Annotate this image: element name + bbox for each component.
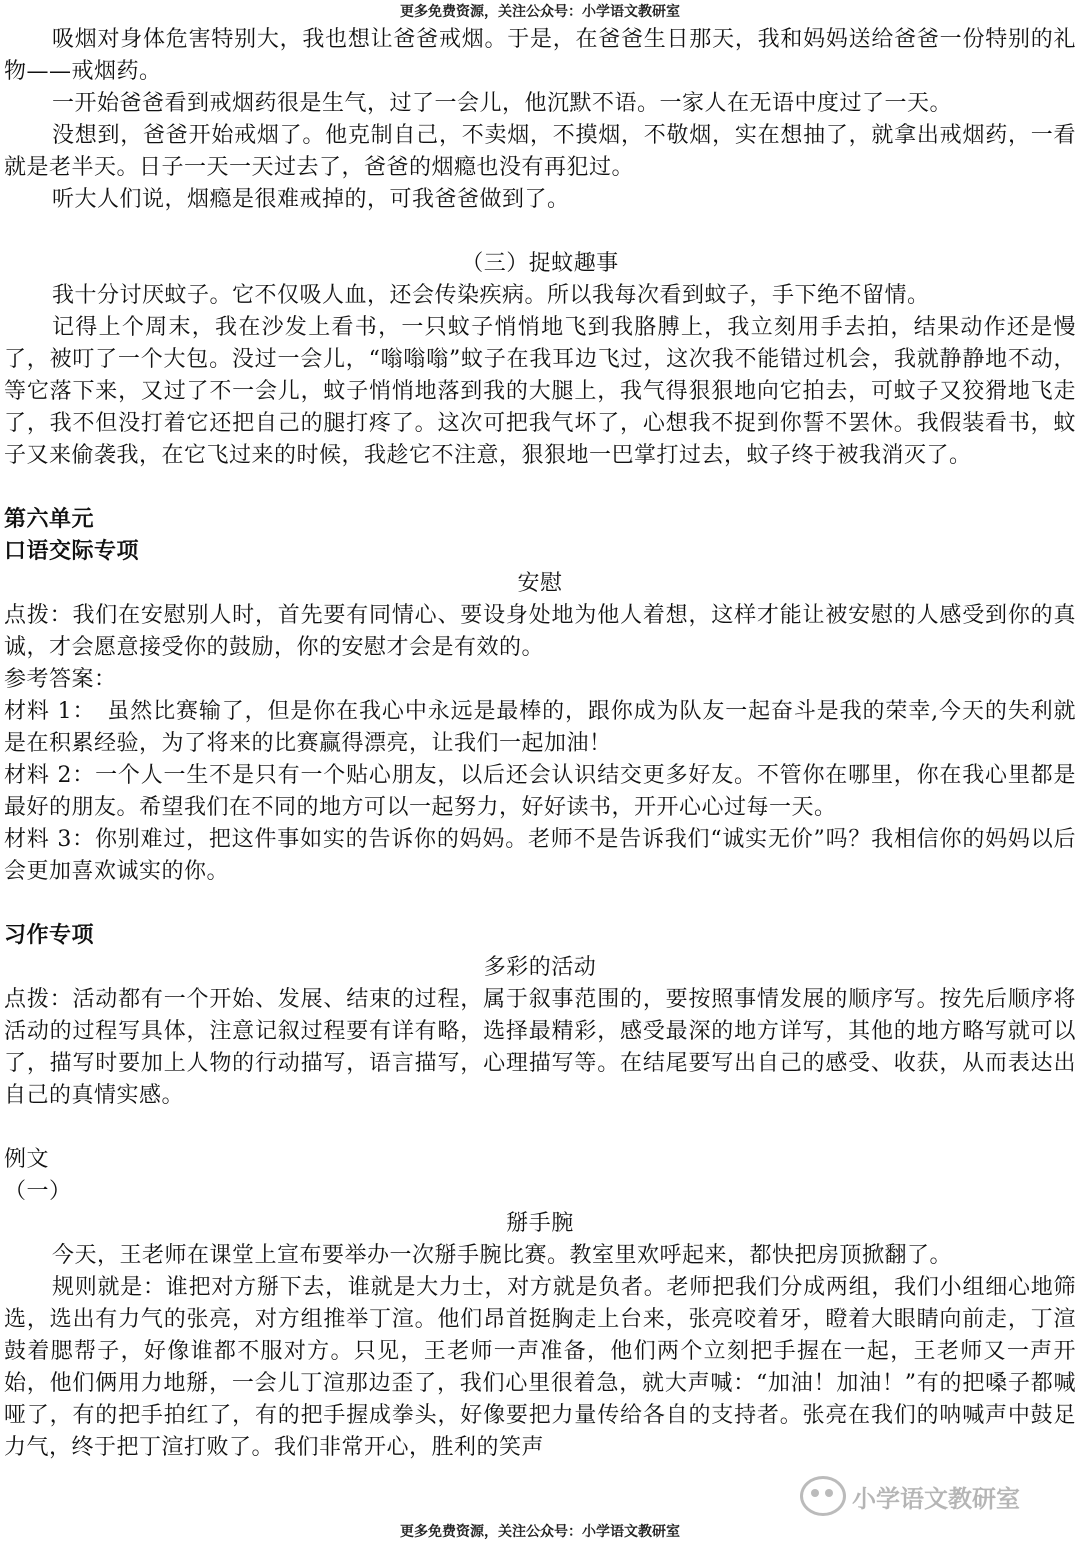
paragraph: 今天，王老师在课堂上宣布要举办一次掰手腕比赛。教室里欢呼起来，都快把房顶掀翻了。 [52,1243,953,1268]
page-footer: 更多免费资源，关注公众号：小学语文教研室 [400,1524,680,1540]
material-item: 材料 2：一个人一生不是只有一个贴心朋友，以后还会认识结交更多好友。不管你在哪里，你在我心里都是最好的朋友。希望我们在不同的地方可以一起努力，好好读书，开开心心过每一天。 [4,763,1076,820]
page-content [4,24,1076,1464]
spacer [4,888,1076,920]
paragraph: 规则就是：谁把对方掰下去，谁就是大力士，对方就是负者。老师把我们分成两组，我们小组细心地筛选，选出有力气的张亮，对方组推举丁渲。他们昂首挺胸走上台来，张亮咬着牙，瞪着大眼睛向前走，丁渲鼓着腮帮子，好像谁都不服对方。只见，王老师一声准备，他们两个立刻把手握在一起，王老师又一声开始，他们俩用力地掰，一会儿丁渲那边歪了，我们心里很着急，就大声喊：“加油！加油！”有的把嗓子都喊哑了，有的把手拍红了，有的把手握成拳头，好像要把力量传给各自的支持者。张亮在我们的呐喊声中鼓足力气，终于把丁渲打败了。我们非常开心，胜利的笑声 [4,1275,1076,1460]
watermark-text: 小学语文教研室 [852,1484,1020,1513]
paragraph: 吸烟对身体危害特别大，我也想让爸爸戒烟。于是，在爸爸生日那天，我和妈妈送给爸爸一份特别的礼物——戒烟药。 [4,27,1076,84]
watermark [800,1474,1070,1518]
example-number: （一） [4,1179,72,1204]
paragraph: 一开始爸爸看到戒烟药很是生气，过了一会儿，他沉默不语。一家人在无语中度过了一天。 [52,91,953,116]
wechat-icon [800,1476,846,1516]
paragraph: 记得上个周末，我在沙发上看书，一只蚊子悄悄地飞到我胳膊上，我立刻用手去拍，结果动作还是慢了，被叮了一个大包。没过一会儿，“嗡嗡嗡”蚊子在我耳边飞过，这次我不能错过机会，我就静静地不动，等它落下来，又过了不一会儿，蚊子悄悄地落到我的大腿上，我气得狠狠地向它拍去，可蚊子又狡猾地飞走了，我不但没打着它还把自己的腿打疼了。这次可把我气坏了，心想我不捉到你誓不罢休。我假装看书，蚊子又来偷袭我，在它飞过来的时候，我趁它不注意，狠狠地一巴掌打过去，蚊子终于被我消灭了。 [4,315,1076,468]
paragraph: 听大人们说，烟瘾是很难戒掉的，可我爸爸做到了。 [52,187,570,212]
material-item: 材料 1： 虽然比赛输了，但是你在我心中永远是最棒的，跟你成为队友一起奋斗是我的荣幸,今天的失利就是在积累经验，为了将来的比赛赢得漂亮，让我们一起加油！ [4,699,1076,756]
section-heading-writing: 习作专项 [4,923,95,948]
writing-topic: 多彩的活动 [483,955,597,980]
paragraph: 没想到，爸爸开始戒烟了。他克制自己，不卖烟，不摸烟，不敬烟，实在想抽了，就拿出戒烟药，一看就是老半天。日子一天一天过去了，爸爸的烟瘾也没有再犯过。 [4,123,1076,180]
unit-heading: 第六单元 [4,507,95,532]
example-label: 例文 [4,1147,50,1172]
spacer [4,216,1076,248]
oral-topic: 安慰 [517,571,563,596]
example-title: 掰手腕 [506,1211,574,1236]
writing-tip: 点拨：活动都有一个开始、发展、结束的过程，属于叙事范围的，要按照事情发展的顺序写。按先后顺序将活动的过程写具体，注意记叙过程要有详有略，选择最精彩，感受最深的地方详写，其他的地方略写就可以了，描写时要加上人物的行动描写，语言描写，心理描写等。在结尾要写出自己的感受、收获，从而表达出自己的真情实感。 [4,987,1076,1108]
spacer [4,472,1076,504]
paragraph: 我十分讨厌蚊子。它不仅吸人血，还会传染疾病。所以我每次看到蚊子，手下绝不留情。 [52,283,930,308]
spacer [4,1112,1076,1144]
page-header: 更多免费资源，关注公众号：小学语文教研室 [400,4,680,20]
section-heading-oral: 口语交际专项 [4,539,140,564]
answer-label: 参考答案： [4,667,117,692]
oral-tip: 点拨：我们在安慰别人时，首先要有同情心、要设身处地为他人着想，这样才能让被安慰的人感受到你的真诚，才会愿意接受你的鼓励，你的安慰才会是有效的。 [4,603,1076,660]
essay-title: （三）捉蚊趣事 [461,251,619,276]
material-item: 材料 3：你别难过，把这件事如实的告诉你的妈妈。老师不是告诉我们“诚实无价”吗？我相信你的妈妈以后会更加喜欢诚实的你。 [4,827,1076,884]
